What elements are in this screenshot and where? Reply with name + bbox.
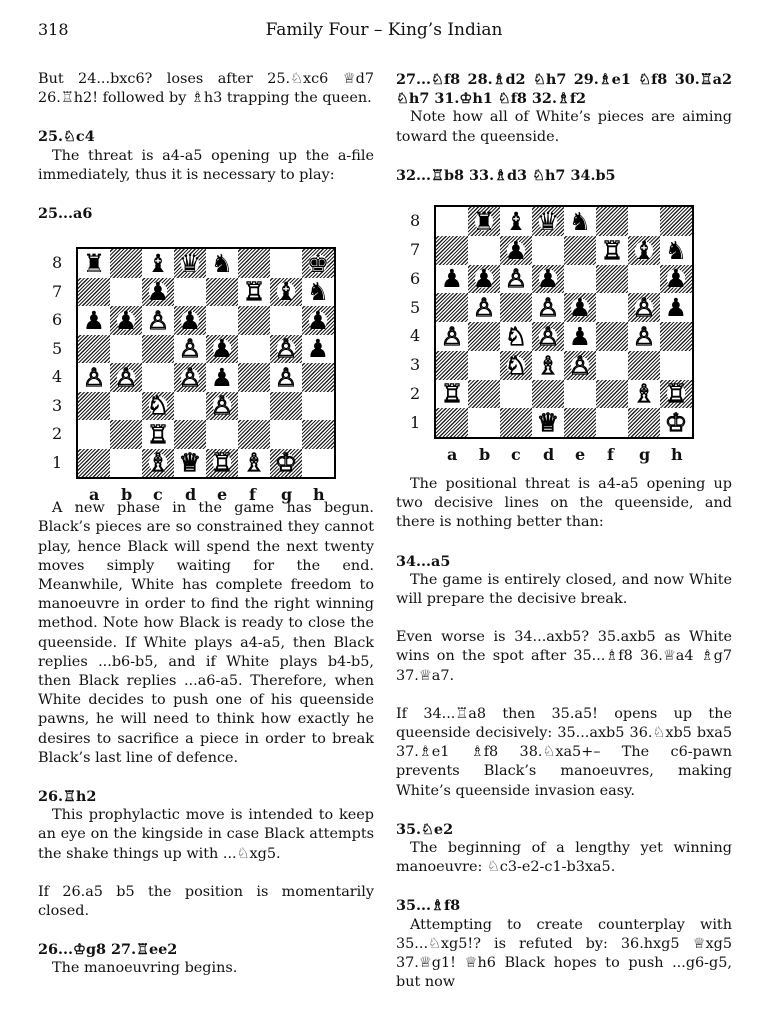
board-square bbox=[532, 265, 564, 294]
file-label: h bbox=[313, 485, 325, 505]
black-bishop-icon: ♝ bbox=[632, 235, 656, 265]
file-label: d bbox=[543, 445, 555, 465]
paragraph: This prophylactic move is intended to keep an eye on the kingside in case Black attempts the shake things up with ...♘xg5. bbox=[38, 807, 374, 862]
board-square bbox=[532, 293, 564, 322]
paragraph: A new phase in the game has begun. Black’s pieces are so constrained they cannot play, hence Black will spend the next twenty moves simply waiting for the end. Meanwhile, White has complete freedom to manoeuvre in order to find the right winning method. Note how Black is ready to close the queenside. If White plays a4-a5, then Black replies ...b6-b5, and if White plays b4-b5, then Black replies ...a6-a5. Therefore, when White decides to push one of his queenside pawns, he will need to think how exactly he desires to sacrifice a piece in order to break Black’s last line of defence. bbox=[38, 500, 374, 766]
board-square bbox=[142, 306, 174, 335]
board-square bbox=[142, 278, 174, 307]
board-square bbox=[238, 249, 270, 278]
black-pawn-icon: ♟ bbox=[82, 305, 106, 335]
board-square bbox=[110, 249, 142, 278]
board-square bbox=[78, 335, 110, 364]
rank-label: 1 bbox=[52, 452, 63, 472]
board-square bbox=[142, 363, 174, 392]
black-pawn-icon: ♟ bbox=[306, 305, 330, 335]
rank-label: 8 bbox=[52, 253, 63, 273]
black-pawn-icon: ♟ bbox=[568, 321, 592, 351]
board-square bbox=[238, 335, 270, 364]
chess-diagram bbox=[38, 227, 374, 505]
board-square bbox=[628, 265, 660, 294]
black-pawn-icon: ♟ bbox=[568, 293, 592, 323]
black-queen-icon: ♛ bbox=[178, 248, 202, 278]
board-square bbox=[270, 306, 302, 335]
page-number: 318 bbox=[38, 20, 69, 39]
board-square bbox=[142, 335, 174, 364]
board-square bbox=[468, 380, 500, 409]
white-pawn-icon: ♙ bbox=[178, 334, 202, 364]
rank-label: 1 bbox=[410, 412, 421, 432]
black-pawn-icon: ♟ bbox=[114, 305, 138, 335]
black-bishop-icon: ♝ bbox=[146, 248, 170, 278]
board-square bbox=[238, 278, 270, 307]
board-square bbox=[142, 420, 174, 449]
board-square bbox=[628, 408, 660, 437]
board-square bbox=[468, 408, 500, 437]
white-pawn-icon: ♙ bbox=[472, 293, 496, 323]
rank-label: 3 bbox=[410, 355, 421, 375]
white-rook-icon: ♖ bbox=[242, 277, 266, 307]
black-pawn-icon: ♟ bbox=[146, 277, 170, 307]
board-square bbox=[142, 392, 174, 421]
move-heading: 35...♗f8 bbox=[396, 897, 461, 915]
file-label: a bbox=[89, 485, 100, 505]
board-square bbox=[500, 322, 532, 351]
black-pawn-icon: ♟ bbox=[664, 293, 688, 323]
board-square bbox=[500, 408, 532, 437]
board-square bbox=[78, 420, 110, 449]
white-king-icon: ♔ bbox=[274, 448, 298, 478]
board-square bbox=[596, 265, 628, 294]
board-square bbox=[206, 306, 238, 335]
white-pawn-icon: ♙ bbox=[178, 362, 202, 392]
board-square bbox=[78, 363, 110, 392]
black-pawn-icon: ♟ bbox=[210, 334, 234, 364]
board-square bbox=[238, 420, 270, 449]
board-square bbox=[238, 392, 270, 421]
board-square bbox=[270, 249, 302, 278]
black-pawn-icon: ♟ bbox=[210, 362, 234, 392]
running-header-title: Family Four – King’s Indian bbox=[265, 20, 503, 40]
board-square bbox=[596, 207, 628, 236]
board-square bbox=[238, 363, 270, 392]
paragraph: Attempting to create counterplay with 35...♘xg5!? is refuted by: 36.hxg5 ♕xg5 37.♕g1! ♕h6 Black hopes to push ...g6-g5, but now bbox=[396, 916, 732, 991]
board-square bbox=[174, 278, 206, 307]
white-bishop-icon: ♗ bbox=[536, 350, 560, 380]
file-label: e bbox=[217, 485, 228, 505]
black-pawn-icon: ♟ bbox=[440, 264, 464, 294]
paragraph: If 26.a5 b5 the position is momentarily closed. bbox=[38, 883, 374, 920]
board-square bbox=[628, 380, 660, 409]
board-square bbox=[206, 392, 238, 421]
black-rook-icon: ♜ bbox=[82, 248, 106, 278]
white-king-icon: ♔ bbox=[664, 408, 688, 438]
board-square bbox=[660, 265, 692, 294]
black-king-icon: ♚ bbox=[306, 248, 330, 278]
white-rook-icon: ♖ bbox=[664, 379, 688, 409]
file-label: d bbox=[185, 485, 197, 505]
board-square bbox=[110, 278, 142, 307]
move-heading: 32...♖b8 33.♗d3 ♘h7 34.b5 bbox=[396, 166, 616, 184]
board-square bbox=[436, 351, 468, 380]
rank-label: 7 bbox=[410, 240, 421, 260]
board-square bbox=[468, 351, 500, 380]
board-square bbox=[110, 392, 142, 421]
board-square bbox=[532, 207, 564, 236]
file-label: g bbox=[639, 445, 651, 465]
board-square bbox=[596, 351, 628, 380]
board-square bbox=[436, 293, 468, 322]
board-square bbox=[302, 249, 334, 278]
board-square bbox=[628, 322, 660, 351]
white-pawn-icon: ♙ bbox=[440, 321, 464, 351]
chessboard bbox=[76, 247, 336, 479]
board-square bbox=[596, 380, 628, 409]
board-square bbox=[532, 408, 564, 437]
board-square bbox=[78, 449, 110, 478]
board-square bbox=[500, 293, 532, 322]
file-label: h bbox=[671, 445, 683, 465]
board-square bbox=[564, 293, 596, 322]
right-column bbox=[396, 70, 732, 992]
left-column bbox=[38, 70, 374, 979]
board-square bbox=[628, 207, 660, 236]
black-bishop-icon: ♝ bbox=[274, 277, 298, 307]
board-square bbox=[238, 449, 270, 478]
board-square bbox=[436, 265, 468, 294]
white-rook-icon: ♖ bbox=[210, 448, 234, 478]
white-bishop-icon: ♗ bbox=[632, 379, 656, 409]
black-pawn-icon: ♟ bbox=[472, 264, 496, 294]
board-square bbox=[436, 380, 468, 409]
white-pawn-icon: ♙ bbox=[568, 350, 592, 380]
black-bishop-icon: ♝ bbox=[504, 206, 528, 236]
rank-label: 6 bbox=[52, 310, 63, 330]
board-square bbox=[468, 265, 500, 294]
board-square bbox=[532, 322, 564, 351]
board-square bbox=[238, 306, 270, 335]
paragraph: The beginning of a lengthy yet winning manoeuvre: ♘c3-e2-c1-b3xa5. bbox=[396, 840, 732, 876]
move-heading: 26.♖h2 bbox=[38, 788, 97, 806]
board-square bbox=[302, 449, 334, 478]
board-square bbox=[436, 236, 468, 265]
chess-diagram bbox=[396, 189, 732, 475]
file-label: f bbox=[249, 485, 256, 505]
board-square bbox=[564, 207, 596, 236]
board-square bbox=[302, 278, 334, 307]
board-square bbox=[532, 236, 564, 265]
board-square bbox=[660, 380, 692, 409]
board-square bbox=[660, 236, 692, 265]
rank-label: 2 bbox=[410, 383, 421, 403]
board-square bbox=[206, 420, 238, 449]
white-rook-icon: ♖ bbox=[146, 419, 170, 449]
board-square bbox=[206, 278, 238, 307]
black-pawn-icon: ♟ bbox=[178, 305, 202, 335]
black-knight-icon: ♞ bbox=[664, 235, 688, 265]
board-square bbox=[206, 249, 238, 278]
white-pawn-icon: ♙ bbox=[210, 391, 234, 421]
move-heading: 27...♘f8 28.♗d2 ♘h7 29.♗e1 ♘f8 30.♖a2 ♘h7 31.♔h1 ♘f8 32.♗f2 bbox=[396, 71, 732, 108]
rank-label: 2 bbox=[52, 424, 63, 444]
white-knight-icon: ♘ bbox=[504, 321, 528, 351]
white-queen-icon: ♕ bbox=[178, 448, 202, 478]
white-pawn-icon: ♙ bbox=[536, 293, 560, 323]
move-heading: 35.♘e2 bbox=[396, 820, 454, 838]
rank-label: 3 bbox=[52, 395, 63, 415]
white-pawn-icon: ♙ bbox=[536, 321, 560, 351]
black-knight-icon: ♞ bbox=[568, 206, 592, 236]
board-square bbox=[660, 408, 692, 437]
board-square bbox=[596, 293, 628, 322]
file-label: e bbox=[575, 445, 586, 465]
board-square bbox=[500, 236, 532, 265]
board-square bbox=[596, 322, 628, 351]
board-square bbox=[174, 249, 206, 278]
board-square bbox=[206, 335, 238, 364]
black-rook-icon: ♜ bbox=[472, 206, 496, 236]
file-label: a bbox=[447, 445, 458, 465]
board-square bbox=[110, 420, 142, 449]
board-square bbox=[564, 380, 596, 409]
file-label: g bbox=[281, 485, 293, 505]
board-square bbox=[564, 351, 596, 380]
white-knight-icon: ♘ bbox=[146, 391, 170, 421]
board-square bbox=[78, 306, 110, 335]
paragraph: The game is entirely closed, and now White will prepare the decisive break. bbox=[396, 571, 732, 608]
board-square bbox=[174, 392, 206, 421]
paragraph: The threat is a4-a5 opening up the a-file immediately, thus it is necessary to play: bbox=[38, 147, 374, 183]
board-square bbox=[628, 351, 660, 380]
rank-label: 4 bbox=[52, 367, 63, 387]
white-pawn-icon: ♙ bbox=[146, 305, 170, 335]
board-square bbox=[206, 363, 238, 392]
black-pawn-icon: ♟ bbox=[536, 264, 560, 294]
board-square bbox=[270, 420, 302, 449]
board-square bbox=[564, 322, 596, 351]
white-pawn-icon: ♙ bbox=[82, 362, 106, 392]
white-pawn-icon: ♙ bbox=[274, 362, 298, 392]
board-square bbox=[500, 351, 532, 380]
board-square bbox=[436, 408, 468, 437]
board-square bbox=[78, 249, 110, 278]
board-square bbox=[628, 293, 660, 322]
move-heading: 26...♔g8 27.♖ee2 bbox=[38, 941, 178, 959]
board-square bbox=[142, 449, 174, 478]
black-knight-icon: ♞ bbox=[210, 248, 234, 278]
board-square bbox=[302, 363, 334, 392]
paragraph: Even worse is 34...axb5? 35.axb5 as White wins on the spot after 35...♗f8 36.♕a4 ♗g7 37.♕a7. bbox=[396, 629, 732, 684]
white-queen-icon: ♕ bbox=[536, 408, 560, 438]
board-square bbox=[270, 278, 302, 307]
board-square bbox=[302, 392, 334, 421]
board-square bbox=[302, 420, 334, 449]
board-square bbox=[270, 363, 302, 392]
board-square bbox=[436, 322, 468, 351]
board-square bbox=[78, 392, 110, 421]
board-square bbox=[78, 278, 110, 307]
rank-label: 6 bbox=[410, 268, 421, 288]
board-square bbox=[660, 322, 692, 351]
board-square bbox=[628, 236, 660, 265]
file-label: c bbox=[511, 445, 521, 465]
board-square bbox=[500, 265, 532, 294]
file-label: b bbox=[121, 485, 133, 505]
move-heading: 25...a6 bbox=[38, 205, 93, 223]
board-square bbox=[302, 306, 334, 335]
board-square bbox=[660, 351, 692, 380]
paragraph: But 24...bxc6? loses after 25.♘xc6 ♕d7 26.♖h2! followed by ♗h3 trapping the queen. bbox=[38, 71, 374, 107]
white-pawn-icon: ♙ bbox=[274, 334, 298, 364]
board-square bbox=[110, 449, 142, 478]
board-square bbox=[500, 380, 532, 409]
board-square bbox=[660, 207, 692, 236]
black-pawn-icon: ♟ bbox=[504, 235, 528, 265]
board-square bbox=[270, 335, 302, 364]
move-heading: 34...a5 bbox=[396, 552, 451, 570]
board-square bbox=[436, 207, 468, 236]
board-square bbox=[564, 265, 596, 294]
black-knight-icon: ♞ bbox=[306, 277, 330, 307]
chessboard bbox=[434, 205, 694, 439]
black-pawn-icon: ♟ bbox=[664, 264, 688, 294]
move-heading: 25.♘c4 bbox=[38, 128, 95, 146]
board-square bbox=[174, 306, 206, 335]
board-square bbox=[270, 392, 302, 421]
board-square bbox=[468, 293, 500, 322]
board-square bbox=[500, 207, 532, 236]
white-rook-icon: ♖ bbox=[440, 379, 464, 409]
paragraph: The manoeuvring begins. bbox=[52, 960, 238, 977]
board-square bbox=[206, 449, 238, 478]
board-square bbox=[270, 449, 302, 478]
board-square bbox=[174, 363, 206, 392]
paragraph: Note how all of White’s pieces are aiming toward the queenside. bbox=[396, 109, 732, 145]
board-square bbox=[302, 335, 334, 364]
board-square bbox=[174, 449, 206, 478]
rank-label: 4 bbox=[410, 326, 421, 346]
board-square bbox=[110, 335, 142, 364]
board-square bbox=[468, 207, 500, 236]
white-pawn-icon: ♙ bbox=[632, 321, 656, 351]
white-knight-icon: ♘ bbox=[504, 350, 528, 380]
board-square bbox=[468, 322, 500, 351]
file-label: c bbox=[153, 485, 163, 505]
rank-label: 5 bbox=[410, 297, 421, 317]
board-square bbox=[110, 363, 142, 392]
board-square bbox=[596, 408, 628, 437]
board-square bbox=[142, 249, 174, 278]
board-square bbox=[174, 335, 206, 364]
white-bishop-icon: ♗ bbox=[242, 448, 266, 478]
rank-label: 7 bbox=[52, 281, 63, 301]
board-square bbox=[660, 293, 692, 322]
board-square bbox=[468, 236, 500, 265]
board-square bbox=[110, 306, 142, 335]
board-square bbox=[532, 351, 564, 380]
board-square bbox=[596, 236, 628, 265]
black-queen-icon: ♛ bbox=[536, 206, 560, 236]
white-rook-icon: ♖ bbox=[600, 235, 624, 265]
rank-label: 5 bbox=[52, 338, 63, 358]
file-label: b bbox=[479, 445, 491, 465]
file-label: f bbox=[607, 445, 614, 465]
board-square bbox=[174, 420, 206, 449]
white-pawn-icon: ♙ bbox=[504, 264, 528, 294]
board-square bbox=[564, 236, 596, 265]
paragraph: The positional threat is a4-a5 opening up two decisive lines on the queenside, and there is nothing better than: bbox=[396, 476, 732, 531]
white-pawn-icon: ♙ bbox=[114, 362, 138, 392]
board-square bbox=[532, 380, 564, 409]
board-square bbox=[564, 408, 596, 437]
white-bishop-icon: ♗ bbox=[146, 448, 170, 478]
white-pawn-icon: ♙ bbox=[632, 293, 656, 323]
rank-label: 8 bbox=[410, 211, 421, 231]
paragraph: If 34...♖a8 then 35.a5! opens up the queenside decisively: 35...axb5 36.♘xb5 bxa5 37.♗e1 ♗f8 38.♘xa5+– The c6-pawn prevents Black’s manoeuvres, making White’s queenside invasion easy. bbox=[396, 705, 732, 799]
black-pawn-icon: ♟ bbox=[306, 334, 330, 364]
